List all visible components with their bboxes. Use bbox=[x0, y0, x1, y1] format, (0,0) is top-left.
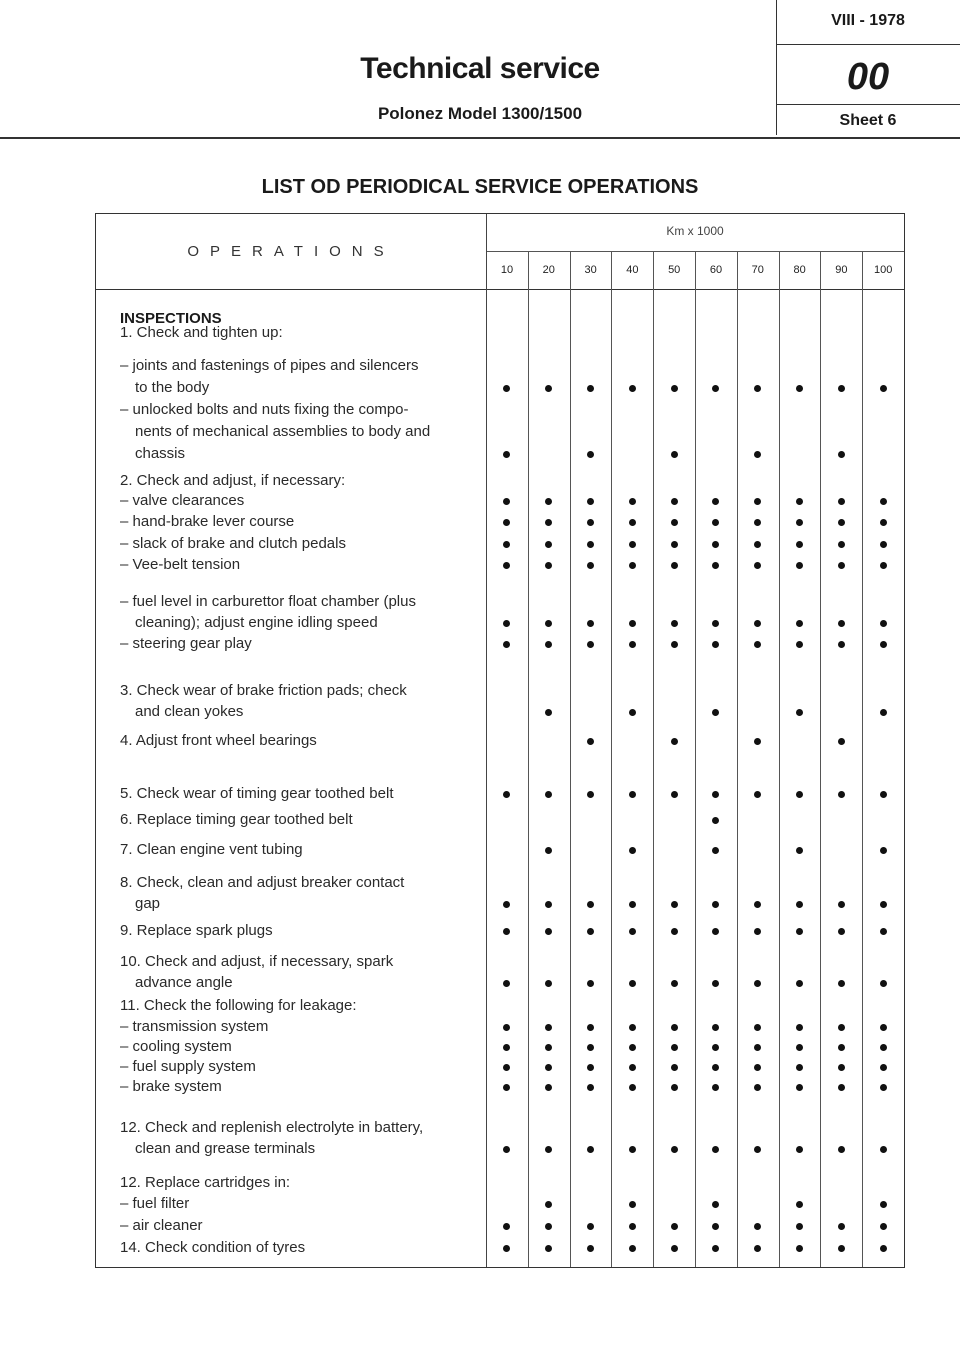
schedule-mark bbox=[796, 980, 803, 987]
schedule-mark bbox=[838, 541, 845, 548]
schedule-mark bbox=[629, 1064, 636, 1071]
operation-line: – unlocked bolts and nuts fixing the compo- bbox=[120, 401, 409, 418]
operation-line: – transmission system bbox=[120, 1018, 269, 1035]
schedule-mark bbox=[629, 620, 636, 627]
operation-line: – hand-brake lever course bbox=[120, 513, 295, 530]
schedule-mark bbox=[629, 541, 636, 548]
operation-line: 4. Adjust front wheel bearings bbox=[120, 732, 317, 749]
schedule-mark bbox=[880, 562, 887, 569]
schedule-mark bbox=[796, 541, 803, 548]
schedule-mark bbox=[712, 901, 719, 908]
schedule-mark bbox=[712, 709, 719, 716]
operation-line: – cooling system bbox=[120, 1038, 232, 1055]
schedule-mark bbox=[880, 1245, 887, 1252]
sheet-number: Sheet 6 bbox=[839, 112, 897, 129]
schedule-mark bbox=[880, 847, 887, 854]
schedule-mark bbox=[545, 498, 552, 505]
schedule-mark bbox=[838, 1044, 845, 1051]
schedule-mark bbox=[712, 980, 719, 987]
schedule-mark bbox=[671, 641, 678, 648]
header-rule bbox=[96, 289, 904, 290]
schedule-mark bbox=[671, 1044, 678, 1051]
schedule-mark bbox=[587, 641, 594, 648]
schedule-mark bbox=[545, 901, 552, 908]
schedule-mark bbox=[629, 1201, 636, 1208]
operation-line: – joints and fastenings of pipes and silencers bbox=[120, 357, 419, 374]
column-divider bbox=[820, 251, 821, 1267]
schedule-mark bbox=[587, 980, 594, 987]
schedule-mark bbox=[754, 641, 761, 648]
schedule-mark bbox=[545, 1201, 552, 1208]
schedule-mark bbox=[880, 980, 887, 987]
column-label: 90 bbox=[835, 264, 848, 276]
schedule-mark bbox=[880, 519, 887, 526]
schedule-mark bbox=[754, 1223, 761, 1230]
schedule-mark bbox=[880, 791, 887, 798]
column-label: 40 bbox=[626, 264, 639, 276]
schedule-mark bbox=[587, 519, 594, 526]
schedule-mark bbox=[880, 1201, 887, 1208]
service-schedule-table bbox=[95, 213, 905, 1268]
schedule-mark bbox=[545, 1146, 552, 1153]
schedule-mark bbox=[880, 1223, 887, 1230]
schedule-mark bbox=[880, 641, 887, 648]
schedule-mark bbox=[796, 620, 803, 627]
operation-line: advance angle bbox=[135, 974, 233, 991]
column-divider bbox=[486, 214, 487, 1267]
schedule-mark bbox=[796, 709, 803, 716]
schedule-mark bbox=[545, 709, 552, 716]
schedule-mark bbox=[838, 620, 845, 627]
schedule-mark bbox=[545, 541, 552, 548]
schedule-mark bbox=[671, 1146, 678, 1153]
column-label: 80 bbox=[793, 264, 806, 276]
schedule-mark bbox=[629, 928, 636, 935]
schedule-mark bbox=[587, 738, 594, 745]
schedule-mark bbox=[671, 1084, 678, 1091]
operation-line: – air cleaner bbox=[120, 1217, 203, 1234]
schedule-mark bbox=[712, 519, 719, 526]
schedule-mark bbox=[503, 620, 510, 627]
schedule-mark bbox=[587, 1146, 594, 1153]
schedule-mark bbox=[754, 498, 761, 505]
schedule-mark bbox=[545, 519, 552, 526]
schedule-mark bbox=[838, 562, 845, 569]
schedule-mark bbox=[880, 928, 887, 935]
operation-line: 3. Check wear of brake friction pads; check bbox=[120, 682, 407, 699]
schedule-mark bbox=[796, 562, 803, 569]
column-label: 10 bbox=[500, 264, 514, 276]
schedule-mark bbox=[671, 1223, 678, 1230]
schedule-mark bbox=[796, 847, 803, 854]
operation-line: 9. Replace spark plugs bbox=[120, 922, 273, 939]
schedule-mark bbox=[587, 498, 594, 505]
operation-line: gap bbox=[135, 895, 161, 912]
schedule-mark bbox=[712, 928, 719, 935]
schedule-mark bbox=[587, 901, 594, 908]
operation-line: clean and grease terminals bbox=[135, 1140, 316, 1157]
schedule-mark bbox=[880, 541, 887, 548]
schedule-mark bbox=[796, 791, 803, 798]
schedule-mark bbox=[838, 451, 845, 458]
schedule-mark bbox=[838, 1084, 845, 1091]
schedule-mark bbox=[629, 498, 636, 505]
schedule-mark bbox=[503, 1044, 510, 1051]
schedule-mark bbox=[503, 1064, 510, 1071]
column-label: 20 bbox=[542, 264, 555, 276]
schedule-mark bbox=[754, 1245, 761, 1252]
schedule-mark bbox=[629, 641, 636, 648]
schedule-mark bbox=[838, 738, 845, 745]
schedule-mark bbox=[838, 385, 845, 392]
header-rule bbox=[0, 137, 960, 139]
column-divider bbox=[779, 251, 780, 1267]
schedule-mark bbox=[712, 1024, 719, 1031]
schedule-mark bbox=[545, 847, 552, 854]
schedule-mark bbox=[545, 928, 552, 935]
schedule-mark bbox=[545, 1064, 552, 1071]
document-subtitle: Polonez Model 1300/1500 bbox=[377, 104, 583, 123]
schedule-mark bbox=[712, 562, 719, 569]
document-title: Technical service bbox=[360, 52, 600, 85]
operation-line: 14. Check condition of tyres bbox=[120, 1239, 306, 1256]
operation-line: – Vee-belt tension bbox=[120, 556, 241, 573]
column-label: 30 bbox=[584, 264, 597, 276]
schedule-mark bbox=[503, 1146, 510, 1153]
schedule-mark bbox=[880, 620, 887, 627]
operation-line: – fuel supply system bbox=[120, 1058, 256, 1075]
schedule-mark bbox=[880, 385, 887, 392]
operation-line: – fuel filter bbox=[120, 1195, 190, 1212]
column-label: 100 bbox=[874, 264, 893, 276]
operation-line: 8. Check, clean and adjust breaker contact bbox=[120, 874, 405, 891]
schedule-mark bbox=[712, 385, 719, 392]
schedule-mark bbox=[671, 498, 678, 505]
section-heading: INSPECTIONS bbox=[120, 310, 222, 327]
schedule-mark bbox=[545, 1245, 552, 1252]
schedule-mark bbox=[880, 1024, 887, 1031]
schedule-mark bbox=[587, 1245, 594, 1252]
operation-line: – slack of brake and clutch pedals bbox=[120, 535, 346, 552]
schedule-mark bbox=[838, 519, 845, 526]
schedule-mark bbox=[503, 498, 510, 505]
schedule-mark bbox=[671, 519, 678, 526]
schedule-mark bbox=[754, 738, 761, 745]
schedule-mark bbox=[880, 498, 887, 505]
schedule-mark bbox=[838, 1146, 845, 1153]
schedule-mark bbox=[796, 1064, 803, 1071]
schedule-mark bbox=[796, 385, 803, 392]
schedule-mark bbox=[754, 385, 761, 392]
operation-line: – fuel level in carburettor float chamber (plus bbox=[120, 593, 416, 610]
schedule-mark bbox=[796, 498, 803, 505]
schedule-mark bbox=[671, 791, 678, 798]
schedule-mark bbox=[712, 817, 719, 824]
schedule-mark bbox=[838, 791, 845, 798]
schedule-mark bbox=[671, 1245, 678, 1252]
schedule-mark bbox=[587, 791, 594, 798]
schedule-mark bbox=[880, 709, 887, 716]
operation-line: 10. Check and adjust, if necessary, spark bbox=[120, 953, 394, 970]
schedule-mark bbox=[712, 1084, 719, 1091]
schedule-mark bbox=[545, 980, 552, 987]
schedule-mark bbox=[671, 385, 678, 392]
schedule-mark bbox=[503, 1245, 510, 1252]
schedule-mark bbox=[671, 980, 678, 987]
operation-line: 2. Check and adjust, if necessary: bbox=[120, 472, 346, 489]
schedule-mark bbox=[712, 1044, 719, 1051]
schedule-mark bbox=[838, 1064, 845, 1071]
header-divider bbox=[776, 44, 960, 45]
schedule-mark bbox=[503, 562, 510, 569]
list-title: LIST OD PERIODICAL SERVICE OPERATIONS bbox=[261, 176, 699, 198]
schedule-mark bbox=[503, 641, 510, 648]
schedule-mark bbox=[503, 1024, 510, 1031]
header-divider bbox=[776, 104, 960, 105]
schedule-mark bbox=[880, 1146, 887, 1153]
operation-line: 12. Replace cartridges in: bbox=[120, 1174, 291, 1191]
column-divider bbox=[695, 251, 696, 1267]
schedule-mark bbox=[796, 1223, 803, 1230]
schedule-mark bbox=[796, 1146, 803, 1153]
operation-line: – valve clearances bbox=[120, 492, 245, 509]
operation-line: nents of mechanical assemblies to body and bbox=[135, 423, 431, 440]
schedule-mark bbox=[503, 791, 510, 798]
column-label: 60 bbox=[709, 264, 723, 276]
schedule-mark bbox=[545, 562, 552, 569]
column-divider bbox=[862, 251, 863, 1267]
schedule-mark bbox=[587, 1084, 594, 1091]
schedule-mark bbox=[629, 1223, 636, 1230]
schedule-mark bbox=[629, 385, 636, 392]
schedule-mark bbox=[754, 541, 761, 548]
schedule-mark bbox=[503, 980, 510, 987]
schedule-mark bbox=[754, 519, 761, 526]
operation-line: – brake system bbox=[120, 1078, 222, 1095]
schedule-mark bbox=[671, 928, 678, 935]
schedule-mark bbox=[754, 791, 761, 798]
schedule-mark bbox=[880, 1044, 887, 1051]
schedule-mark bbox=[545, 1044, 552, 1051]
schedule-mark bbox=[712, 641, 719, 648]
schedule-mark bbox=[838, 901, 845, 908]
schedule-mark bbox=[671, 1024, 678, 1031]
schedule-mark bbox=[629, 519, 636, 526]
operation-line: 1. Check and tighten up: bbox=[120, 324, 283, 341]
schedule-mark bbox=[671, 620, 678, 627]
operation-line: 12. Check and replenish electrolyte in battery, bbox=[120, 1119, 424, 1136]
schedule-mark bbox=[880, 1084, 887, 1091]
schedule-mark bbox=[754, 1024, 761, 1031]
schedule-mark bbox=[671, 901, 678, 908]
operation-line: 6. Replace timing gear toothed belt bbox=[120, 811, 353, 828]
operation-line: and clean yokes bbox=[135, 703, 244, 720]
schedule-mark bbox=[880, 901, 887, 908]
schedule-mark bbox=[503, 385, 510, 392]
schedule-mark bbox=[796, 519, 803, 526]
schedule-mark bbox=[754, 901, 761, 908]
km-header: Km x 1000 bbox=[666, 224, 724, 238]
schedule-mark bbox=[629, 791, 636, 798]
schedule-mark bbox=[587, 1024, 594, 1031]
schedule-mark bbox=[754, 1146, 761, 1153]
column-label: 50 bbox=[668, 264, 681, 276]
schedule-mark bbox=[503, 519, 510, 526]
schedule-mark bbox=[754, 620, 761, 627]
operation-line: 7. Clean engine vent tubing bbox=[120, 841, 303, 858]
schedule-mark bbox=[545, 620, 552, 627]
operation-line: cleaning); adjust engine idling speed bbox=[135, 614, 378, 631]
schedule-mark bbox=[838, 1245, 845, 1252]
schedule-mark bbox=[587, 385, 594, 392]
schedule-mark bbox=[880, 1064, 887, 1071]
schedule-mark bbox=[587, 1064, 594, 1071]
schedule-mark bbox=[796, 1044, 803, 1051]
column-divider bbox=[737, 251, 738, 1267]
schedule-mark bbox=[796, 1201, 803, 1208]
schedule-mark bbox=[712, 791, 719, 798]
schedule-mark bbox=[629, 562, 636, 569]
operation-line: to the body bbox=[135, 379, 210, 396]
schedule-mark bbox=[712, 541, 719, 548]
schedule-mark bbox=[503, 901, 510, 908]
schedule-mark bbox=[629, 847, 636, 854]
schedule-mark bbox=[503, 541, 510, 548]
schedule-mark bbox=[671, 541, 678, 548]
schedule-mark bbox=[545, 1223, 552, 1230]
schedule-mark bbox=[587, 620, 594, 627]
schedule-mark bbox=[545, 791, 552, 798]
schedule-mark bbox=[754, 980, 761, 987]
column-divider bbox=[570, 251, 571, 1267]
operation-line: 5. Check wear of timing gear toothed belt bbox=[120, 785, 394, 802]
schedule-mark bbox=[587, 562, 594, 569]
schedule-mark bbox=[587, 1223, 594, 1230]
schedule-mark bbox=[754, 1064, 761, 1071]
schedule-mark bbox=[838, 928, 845, 935]
schedule-mark bbox=[796, 1084, 803, 1091]
schedule-mark bbox=[838, 641, 845, 648]
column-divider bbox=[528, 251, 529, 1267]
schedule-mark bbox=[838, 980, 845, 987]
schedule-mark bbox=[545, 385, 552, 392]
schedule-mark bbox=[754, 928, 761, 935]
schedule-mark bbox=[712, 1223, 719, 1230]
document-date: VIII - 1978 bbox=[831, 12, 905, 29]
schedule-mark bbox=[545, 641, 552, 648]
schedule-mark bbox=[712, 498, 719, 505]
schedule-mark bbox=[587, 451, 594, 458]
schedule-mark bbox=[629, 1044, 636, 1051]
schedule-mark bbox=[712, 620, 719, 627]
schedule-mark bbox=[503, 1084, 510, 1091]
schedule-mark bbox=[629, 1024, 636, 1031]
schedule-mark bbox=[629, 901, 636, 908]
schedule-mark bbox=[671, 451, 678, 458]
schedule-mark bbox=[629, 709, 636, 716]
schedule-mark bbox=[754, 562, 761, 569]
schedule-mark bbox=[545, 1084, 552, 1091]
schedule-mark bbox=[838, 1024, 845, 1031]
schedule-mark bbox=[838, 1223, 845, 1230]
schedule-mark bbox=[838, 498, 845, 505]
schedule-mark bbox=[629, 1084, 636, 1091]
operations-header: OPERATIONS bbox=[187, 243, 395, 260]
schedule-mark bbox=[629, 1146, 636, 1153]
schedule-mark bbox=[712, 1146, 719, 1153]
operation-line: 11. Check the following for leakage: bbox=[120, 997, 357, 1014]
schedule-mark bbox=[796, 928, 803, 935]
operation-line: chassis bbox=[135, 445, 186, 462]
column-label: 70 bbox=[751, 264, 764, 276]
document-code: 00 bbox=[846, 56, 890, 98]
schedule-mark bbox=[587, 1044, 594, 1051]
schedule-mark bbox=[796, 901, 803, 908]
schedule-mark bbox=[712, 1245, 719, 1252]
schedule-mark bbox=[503, 451, 510, 458]
schedule-mark bbox=[796, 641, 803, 648]
schedule-mark bbox=[796, 1245, 803, 1252]
schedule-mark bbox=[629, 1245, 636, 1252]
schedule-mark bbox=[754, 1044, 761, 1051]
schedule-mark bbox=[587, 541, 594, 548]
schedule-mark bbox=[503, 1223, 510, 1230]
schedule-mark bbox=[754, 1084, 761, 1091]
schedule-mark bbox=[671, 1064, 678, 1071]
schedule-mark bbox=[796, 1024, 803, 1031]
schedule-mark bbox=[754, 451, 761, 458]
schedule-mark bbox=[712, 847, 719, 854]
column-divider bbox=[653, 251, 654, 1267]
schedule-mark bbox=[671, 738, 678, 745]
schedule-mark bbox=[545, 1024, 552, 1031]
schedule-mark bbox=[712, 1064, 719, 1071]
operation-line: – steering gear play bbox=[120, 635, 252, 652]
schedule-mark bbox=[629, 980, 636, 987]
column-divider bbox=[611, 251, 612, 1267]
schedule-mark bbox=[671, 562, 678, 569]
schedule-mark bbox=[712, 1201, 719, 1208]
schedule-mark bbox=[587, 928, 594, 935]
schedule-mark bbox=[503, 928, 510, 935]
